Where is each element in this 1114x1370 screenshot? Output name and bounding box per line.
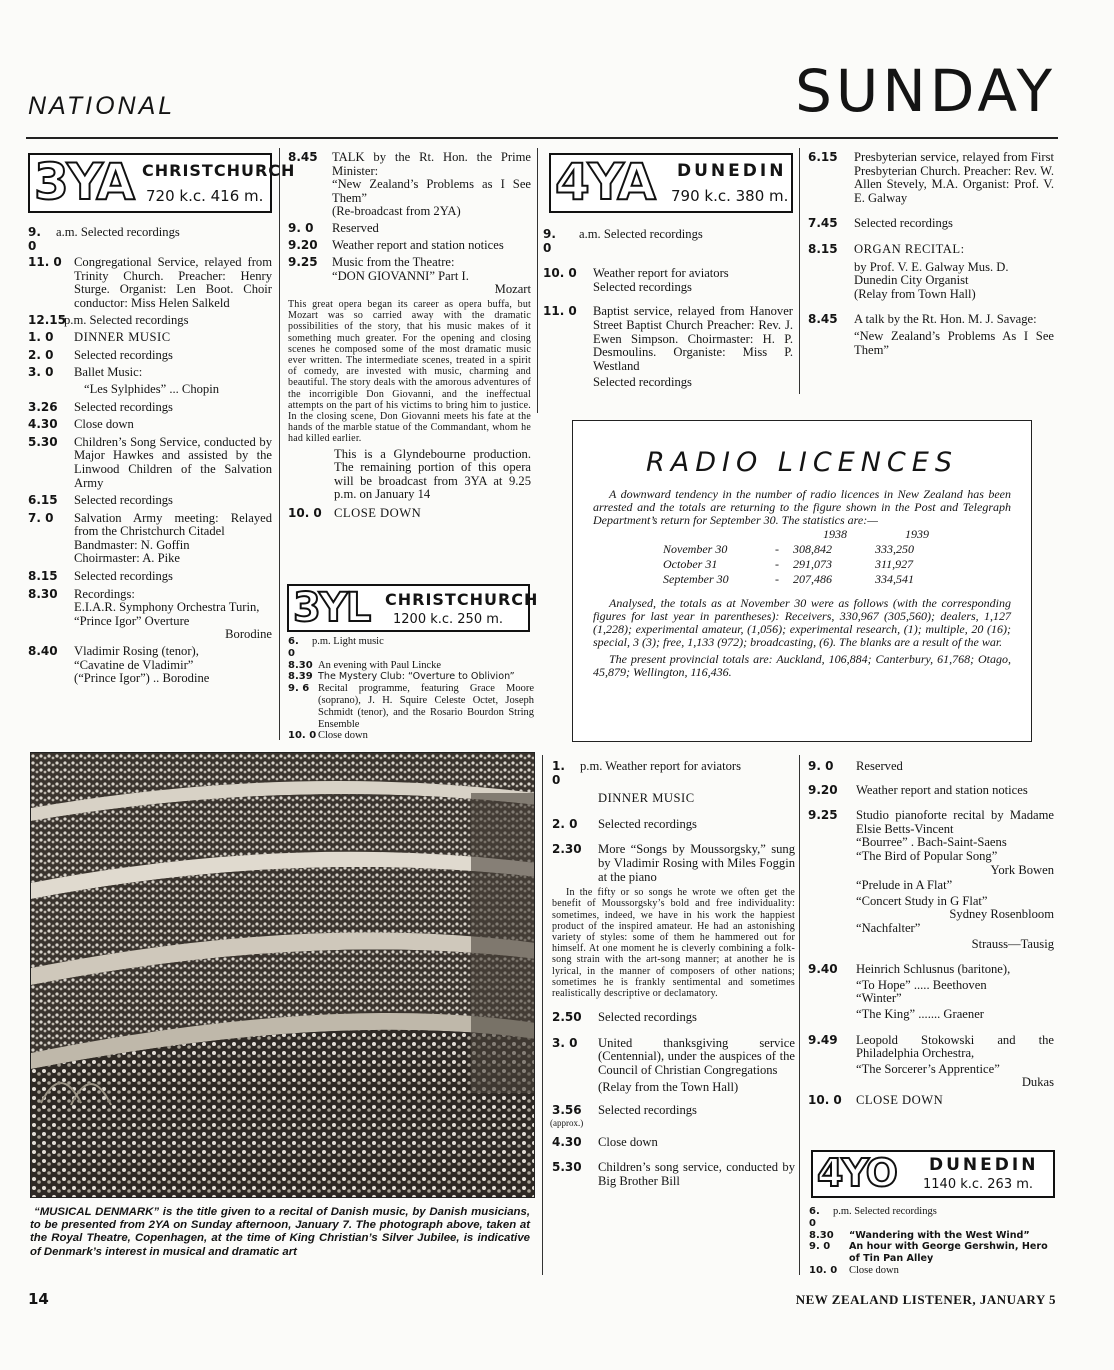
licences-row: September 30 - 207,486 334,541: [663, 572, 914, 586]
station-3yl-call: 3YL: [293, 585, 370, 631]
programme-item: “Les Sylphides” ... Chopin: [84, 381, 220, 396]
programme-item: 9.20 Weather report and station notices: [808, 782, 1028, 797]
programme-item: 9. 0 An hour with George Gershwin, Hero of Tin Pan Alley: [809, 1241, 1048, 1265]
programme-item: by Prof. V. E. Galway Mus. D. Dunedin City Organist: [854, 259, 1009, 288]
programme-item: 3.26 Selected recordings: [28, 399, 173, 414]
programme-item: “Prince Igor” Overture: [74, 613, 190, 628]
programme-item: 9.40 Heinrich Schlusnus (baritone),: [808, 962, 1011, 977]
programme-item: York Bowen: [990, 862, 1054, 877]
station-3yl-programme: [288, 636, 534, 742]
programme-item: 7. 0 Salvation Army meeting: Relayed from the Christchurch Citadel: [28, 510, 272, 539]
station-4ya-freq: 790 k.c. 380 m.: [671, 187, 789, 205]
programme-item: 11. 0 Baptist service, relayed from Hanover Street Baptist Church Preacher: Rev. J. Ewen Simpson. Choirmaster: H. P. Desmoulins. Organiste: Miss P. Westland: [543, 304, 793, 373]
year-1938: 1938: [823, 527, 847, 541]
programme-item: “New Zealand’s Problems as I See Them”: [332, 177, 531, 205]
programme-item: 8.30 Recordings:: [28, 586, 135, 601]
station-4ya-programme-col4: [808, 760, 1054, 1107]
station-4yo-programme: [809, 1206, 1057, 1277]
programme-item: 1. 0 DINNER MUSIC: [28, 330, 171, 345]
programme-item: 9. 0 Reserved: [808, 759, 903, 773]
programme-item: “Winter”: [856, 991, 902, 1006]
programme-item: 10. 0 Close down: [809, 1264, 899, 1276]
licences-analysis: Analysed, the totals as at November 30 were as follows (with the corresponding figures for last year in parentheses): Receivers, 330,967 (305,560); dealers, 1,127 (1,228); experimental amateur, (1,056); experimental research, (1); multiple, 20 (16); special, 3 (3); free, 1,133 (972); broadcasting, (6). The blanks are a result of the war.: [593, 596, 1011, 649]
programme-item: 8.15 Selected recordings: [28, 569, 173, 584]
station-3ya-call: 3YA: [34, 153, 133, 211]
programme-item: 2. 0 Selected recordings: [28, 347, 173, 362]
programme-item: 3. 0 Ballet Music:: [28, 365, 143, 380]
programme-item: 9. 0 a.m. Selected recordings: [543, 227, 703, 255]
page-number: 14: [28, 1290, 49, 1308]
programme-item: 2.50 Selected recordings: [552, 1010, 697, 1025]
programme-item: (Relay from the Town Hall): [598, 1079, 739, 1094]
section-label: NATIONAL: [28, 92, 176, 120]
programme-item: 8.45 TALK by the Rt. Hon. the Prime Minister:: [288, 150, 531, 178]
station-4yo-call: 4YO: [817, 1151, 896, 1195]
licences-row: November 30 - 308,842 333,250: [663, 542, 914, 556]
programme-item: 9. 0 Reserved: [288, 220, 379, 235]
programme-item: 9.25 Studio pianoforte recital by Madame Elsie Betts-Vincent: [808, 808, 1054, 836]
header-rule: [26, 137, 1058, 139]
programme-item: 8.15 ORGAN RECITAL:: [808, 241, 965, 256]
divider: [799, 755, 800, 1275]
programme-item: 8.30 An evening with Paul Lincke: [288, 659, 442, 671]
programme-item: “New Zealand’s Problems As I See Them”: [854, 328, 1054, 357]
day-heading: SUNDAY: [795, 57, 1056, 125]
programme-item: 6.15 Selected recordings: [28, 493, 173, 508]
programme-item: Choirmaster: A. Pike: [74, 551, 180, 566]
programme-item: “The King” ....... Graener: [856, 1006, 984, 1021]
station-4ya-call: 4YA: [555, 153, 654, 211]
station-3yl-city: CHRISTCHURCH: [385, 590, 539, 609]
programme-item: 11. 0 Congregational Service, relayed from Trinity Church. Preacher: Henry Sturge. Organist: Len Boot. Choir conductor: Miss Helen Salkeld: [28, 255, 272, 310]
licences-year-header: [663, 527, 1011, 542]
programme-item: 2.30 More “Songs by Moussorgsky,” sung by Vladimir Rosing with Miles Foggin at the piano: [552, 842, 795, 884]
programme-item: (Relay from Town Hall): [854, 286, 976, 301]
programme-item: “Cavatine de Vladimir”: [74, 657, 194, 672]
programme-item: Mozart: [494, 282, 531, 297]
station-3ya-programme-col2: [288, 151, 531, 521]
glyndebourne-note: This is a Glyndebourne production. The remaining portion of this opera will be broadcast from 3YA at 9.25 p.m. on January 14: [334, 446, 531, 502]
opera-note: This great opera began its career as opera buffa, but Mozart was so carried away with the dramatic possibilities of the story, that his music makes of it something much greater. For the opening and closing scenes he composed some of the most dramatic music ever written. The intermediate scenes, treated in a spirit of comedy, are invested with music, charming and beautiful. The story deals with the amorous adventures of the incorrigible Don Giovanni, and the ineffectual attempts on the part of his victims to bring him to justice. In the closing scene, Don Giovanni meets his fate at the hands of the marble statue of the Commandant, whom he had killed earlier.: [288, 298, 531, 445]
programme-item: 6. 0 p.m. Selected recordings: [809, 1206, 937, 1229]
licences-intro: A downward tendency in the number of radio licences in New Zealand has been arrested and the totals are returning to the figure shown in the Post and Telegraph Department’s return for September 30. The statistics are:—: [593, 487, 1011, 527]
programme-item: Selected recordings: [593, 375, 692, 390]
licences-provincial: The present provincial totals are: Auckland, 106,884; Canterbury, 61,768; Otago, 45,879; Wellington, 116,436.: [593, 652, 1011, 679]
publication-footer: NEW ZEALAND LISTENER, JANUARY 5: [795, 1292, 1056, 1307]
programme-item: (“Prince Igor”) .. Borodine: [74, 671, 210, 686]
programme-item: 12.15 p.m. Selected recordings: [28, 312, 189, 327]
station-4yo-freq: 1140 k.c. 263 m.: [923, 1177, 1034, 1192]
programme-item: 2. 0 Selected recordings: [552, 816, 697, 831]
programme-item: “DON GIOVANNI” Part I.: [332, 268, 469, 283]
programme-item: 9.20 Weather report and station notices: [288, 237, 504, 252]
divider: [279, 148, 280, 740]
station-4ya-programme-col2: [808, 151, 1054, 357]
station-4yo-box: [811, 1150, 1055, 1198]
station-3ya-programme-col1: [28, 226, 272, 686]
programme-item: 4.30 Close down: [28, 417, 134, 432]
programme-item: 4.30 Close down: [552, 1134, 658, 1149]
licences-row: October 31 - 291,073 311,927: [663, 557, 914, 571]
divider: [537, 148, 538, 413]
programme-item: Borodine: [225, 627, 272, 642]
programme-item: 6. 0 p.m. Light music: [288, 636, 384, 659]
licences-table: [663, 527, 1011, 587]
station-4ya-city: DUNEDIN: [677, 161, 787, 181]
photo-caption: “MUSICAL DENMARK” is the title given to a recital of Danish music, by Danish musicians, to be presented from 2YA on Sunday afternoon, January 7. The photograph above, taken at the Royal Theatre, Copenhagen, at the time of King Christian’s Silver Jubilee, is indicative of Denmark’s interest in musical and dramatic art: [30, 1206, 530, 1258]
station-3yl-freq: 1200 k.c. 250 m.: [393, 612, 504, 627]
programme-item: 6.15 Presbyterian service, relayed from First Presbyterian Church. Preacher: Rev. W. Allen Stevely, M.A. Organist: Prof. V. E. Galway: [808, 150, 1054, 205]
programme-item: 10. 0 Weather report for aviators: [543, 266, 729, 281]
divider: [542, 755, 543, 1275]
royal-theatre-photo: [30, 752, 535, 1198]
station-4yo-city: DUNEDIN: [929, 1155, 1039, 1175]
programme-item: 5.30 Children’s Song Service, conducted by Major Hawkes and assisted by the Linwood Children of the Salvation Army: [28, 434, 272, 490]
programme-item: “Nachfalter”: [856, 920, 921, 935]
divider: [799, 148, 800, 394]
programme-item: DINNER MUSIC: [598, 791, 695, 806]
programme-item: 8.30 “Wandering with the West Wind”: [809, 1229, 1030, 1241]
programme-item: 9. 0 a.m. Selected recordings: [28, 225, 180, 253]
station-3ya-box: [28, 153, 296, 213]
programme-item: “Concert Study in G Flat”: [856, 893, 988, 908]
programme-item: “Bourree” . Bach-Saint-Saens: [856, 835, 1007, 850]
station-3ya-freq: 720 k.c. 416 m.: [146, 187, 264, 205]
station-3yl-box: [287, 584, 539, 632]
programme-item: “Prelude in A Flat”: [856, 878, 953, 893]
programme-item: 9.25 Music from the Theatre:: [288, 255, 455, 270]
programme-item: E.I.A.R. Symphony Orchestra Turin,: [74, 600, 260, 615]
programme-item: Strauss—Tausig: [971, 936, 1054, 951]
programme-item: Selected recordings: [593, 279, 692, 294]
programme-item: 1. 0 p.m. Weather report for aviators: [552, 759, 742, 787]
approx-label: (approx.): [550, 1117, 584, 1128]
programme-item: Dukas: [1021, 1075, 1054, 1090]
programme-item: Bandmaster: N. Goffin: [74, 537, 190, 552]
programme-item: 7.45 Selected recordings: [808, 216, 953, 231]
programme-item: 8.39 The Mystery Club: “Overture to Oblivion”: [288, 671, 515, 683]
programme-item: (Re-broadcast from 2YA): [332, 204, 461, 219]
radio-licences-title: RADIO LICENCES: [646, 447, 958, 478]
programme-item: 5.30 Children’s song service, conducted by Big Brother Bill: [552, 1160, 795, 1188]
programme-item: 9.49 Leopold Stokowski and the Philadelphia Orchestra,: [808, 1032, 1054, 1061]
station-4ya-box: [549, 153, 793, 213]
programme-item: “To Hope” ..... Beethoven: [856, 977, 987, 992]
moussorgsky-note: In the fifty or so songs he wrote we often get the benefit of Moussorgsky’s bold and free individuality: sometimes, indeed, we have in his work the happiest product of the inspired amateur. He had an astonishing variety of styles: some of them he hammered out for himself. At one moment he is cleverly combining a folk-song strain with the art-song manner; at another he is lyrical, in the manner of composers of other nations; sometimes he is frankly sentimental and sometimes realistically descriptive or declamatory.: [552, 887, 795, 999]
station-4ya-programme-col1: [543, 228, 793, 390]
programme-item: 3.56 Selected recordings: [552, 1103, 697, 1118]
programme-item: 10. 0 Close down: [288, 730, 368, 742]
programme-item: 8.45 A talk by the Rt. Hon. M. J. Savage:: [808, 312, 1037, 327]
programme-item: 3. 0 United thanksgiving service (Centennial), under the auspices of the Council of Christian Congregations: [552, 1035, 795, 1077]
programme-item: 8.40 Vladimir Rosing (tenor),: [28, 644, 199, 659]
year-1939: 1939: [905, 527, 929, 541]
programme-item: 10. 0 CLOSE DOWN: [288, 505, 422, 520]
programme-item: 10. 0 CLOSE DOWN: [808, 1092, 944, 1107]
programme-item: 9. 6 Recital programme, featuring Grace Moore (soprano), J. H. Squire Celeste Octet, Joseph Schmidt (tenor), and the Rosario Bourdon String Ensemble: [288, 683, 534, 730]
station-3ya-city: CHRISTCHURCH: [142, 161, 296, 180]
programme-item: “The Bird of Popular Song”: [856, 848, 998, 863]
radio-licences-box: [572, 420, 1032, 742]
programme-item: “The Sorcerer’s Apprentice”: [856, 1061, 1000, 1076]
station-4ya-programme-col3: [552, 760, 795, 1189]
programme-item: Sydney Rosenbloom: [949, 907, 1054, 922]
